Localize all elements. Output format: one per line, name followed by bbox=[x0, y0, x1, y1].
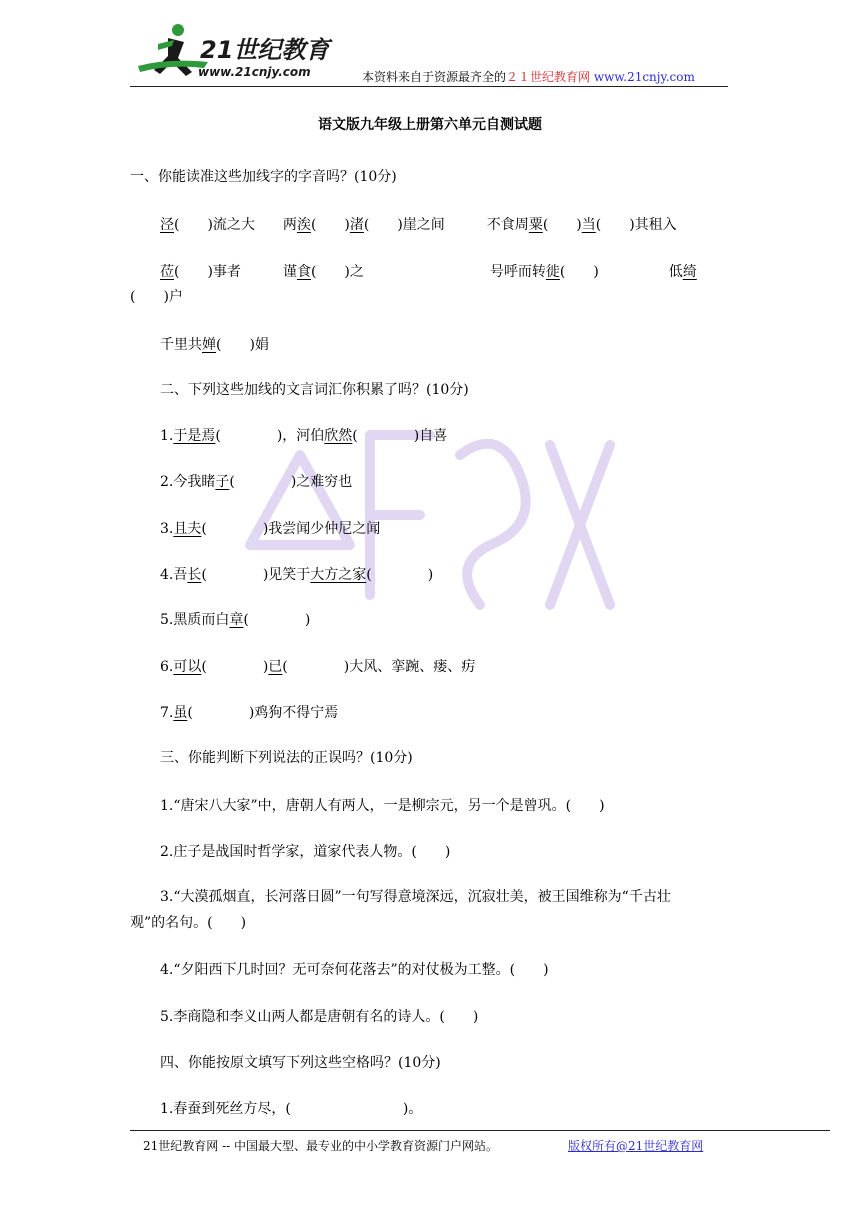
underlined-term: 食 bbox=[296, 264, 311, 280]
question-text: ( )户 bbox=[130, 289, 183, 305]
question-text: ( )大风、挛踠、瘘、疠 bbox=[282, 659, 476, 675]
question-text: ( )崖之间 不食周 bbox=[363, 217, 529, 233]
question-line bbox=[160, 702, 338, 722]
question-text: 4.吾 bbox=[160, 567, 188, 583]
underlined-term: 绮 bbox=[682, 264, 697, 280]
question-text: 5.李商隐和李义山两人都是唐朝有名的诗人。( ) bbox=[160, 1009, 479, 1025]
question-text: ( )娟 bbox=[216, 337, 269, 353]
question-text: 5.黑质而白 bbox=[160, 612, 230, 628]
question-line bbox=[160, 334, 269, 354]
question-text: ( )流之大 两 bbox=[174, 217, 297, 233]
question-text: ( ) bbox=[201, 659, 269, 675]
question-line bbox=[160, 564, 433, 584]
question-text: 3.“大漠孤烟直，长河落日圆”一句写得意境深远，沉寂壮美，被王国维称为“千古壮 bbox=[160, 889, 671, 905]
question-line bbox=[130, 912, 246, 932]
header-note bbox=[362, 68, 695, 85]
question-line bbox=[160, 425, 447, 445]
question-text: 4.“夕阳西下几时回？无可奈何花落去”的对仗极为工整。( ) bbox=[160, 962, 549, 978]
header-note-prefix: 本资料来自于资源最齐全的 bbox=[362, 70, 507, 84]
section-heading: 三、你能判断下列说法的正误吗？(10分) bbox=[160, 750, 413, 766]
underlined-term: 大方之家 bbox=[310, 567, 367, 583]
question-text: ( )之难穷也 bbox=[229, 474, 353, 490]
underlined-term: 徙 bbox=[545, 264, 560, 280]
question-text: ( )其租入 bbox=[595, 217, 677, 233]
logo-url: www.21cnjy.com bbox=[198, 65, 311, 79]
question-text: ( ) bbox=[243, 612, 311, 628]
header-note-url[interactable]: www.21cnjy.com bbox=[593, 70, 695, 84]
footer-text: 21世纪教育网 -- 中国最大型、最专业的中小学教育资源门户网站。 bbox=[143, 1139, 499, 1153]
section-heading: 四、你能按原文填写下列这些空格吗？(10分) bbox=[160, 1055, 441, 1071]
underlined-term: 长 bbox=[187, 567, 202, 583]
underlined-term: 婵 bbox=[202, 337, 216, 353]
question-line bbox=[160, 261, 697, 281]
underlined-term: 粟 bbox=[528, 217, 543, 233]
question-line bbox=[160, 609, 310, 629]
question-line bbox=[160, 959, 549, 979]
question-line bbox=[160, 214, 677, 234]
question-text: ( )见笑于 bbox=[201, 567, 311, 583]
underlined-term: 子 bbox=[215, 474, 230, 490]
question-line bbox=[160, 656, 475, 676]
question-text: ( )自喜 bbox=[352, 428, 448, 444]
underlined-term: 莅 bbox=[160, 264, 174, 280]
question-text: ( ) bbox=[310, 217, 350, 233]
question-text: ( )我尝闻少仲尼之闻 bbox=[201, 521, 381, 537]
underlined-term: 泾 bbox=[160, 217, 174, 233]
question-line bbox=[160, 518, 380, 538]
question-line bbox=[160, 841, 450, 861]
question-text: 1.“唐宋八大家”中，唐朝人有两人，一是柳宗元，另一个是曾巩。( ) bbox=[160, 798, 605, 814]
underlined-term: 于是焉 bbox=[173, 428, 216, 444]
question-text: ( )之 号呼而转 bbox=[310, 264, 546, 280]
question-line bbox=[160, 471, 352, 491]
underlined-term: 当 bbox=[581, 217, 596, 233]
question-text: ( ) bbox=[542, 217, 582, 233]
site-logo bbox=[138, 22, 338, 84]
question-text: ( ) bbox=[366, 567, 434, 583]
underlined-term: 且夫 bbox=[173, 521, 202, 537]
question-line bbox=[160, 1098, 422, 1118]
underlined-term: 可以 bbox=[173, 659, 202, 675]
section-heading: 一、你能读准这些加线字的字音吗？(10分) bbox=[130, 169, 397, 185]
question-text: ( )鸡狗不得宁焉 bbox=[187, 705, 339, 721]
underlined-term: 欣然 bbox=[324, 428, 353, 444]
question-text: 7. bbox=[160, 705, 174, 721]
underlined-term: 虽 bbox=[173, 705, 188, 721]
question-text: 千里共 bbox=[160, 337, 202, 353]
underlined-term: 章 bbox=[229, 612, 244, 628]
logo-text: 21世纪教育 bbox=[200, 36, 330, 64]
question-line bbox=[160, 886, 671, 906]
question-line bbox=[160, 795, 605, 815]
section-heading: 二、下列这些加线的文言词汇你积累了吗？(10分) bbox=[160, 382, 469, 398]
header-divider bbox=[130, 86, 728, 87]
underlined-term: 渚 bbox=[349, 217, 364, 233]
footer-copyright-link[interactable]: 版权所有@21世纪教育网 bbox=[568, 1139, 704, 1153]
question-text: 观”的名句。( ) bbox=[130, 915, 247, 931]
question-line bbox=[160, 1006, 478, 1026]
question-text: ( ) 低 bbox=[559, 264, 683, 280]
question-text: 1. bbox=[160, 428, 174, 444]
page-title: 语文版九年级上册第六单元自测试题 bbox=[318, 117, 542, 133]
underlined-term: 涘 bbox=[296, 217, 311, 233]
question-line bbox=[130, 286, 183, 306]
question-text: 2.今我睹 bbox=[160, 474, 216, 490]
header-note-site[interactable]: ２１世纪教育网 bbox=[506, 70, 591, 84]
question-text: 1.春蚕到死丝方尽，( )。 bbox=[160, 1101, 423, 1117]
question-text: ( )，河伯 bbox=[215, 428, 325, 444]
question-text: ( )事者 谨 bbox=[174, 264, 297, 280]
footer-divider bbox=[130, 1130, 830, 1131]
question-text: 6. bbox=[160, 659, 174, 675]
question-text: 2.庄子是战国时哲学家，道家代表人物。( ) bbox=[160, 844, 451, 860]
underlined-term: 已 bbox=[268, 659, 283, 675]
question-text: 3. bbox=[160, 521, 174, 537]
